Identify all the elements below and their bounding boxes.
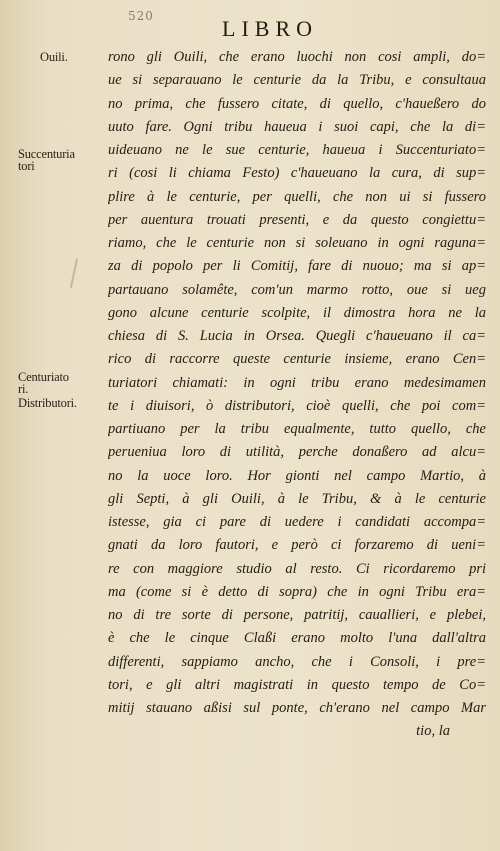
- text-line: no di tre sorte di persone, patritij, cauallieri, e plebei,: [108, 607, 486, 623]
- text-line: ri (cosi li chiama Festo) c'haueuano la cura, di sup=: [108, 165, 486, 182]
- text-line: partauano solamête, com'un marmo rotto, oue si ueg: [108, 281, 486, 298]
- marginal-note-distributori: Distributori.: [18, 396, 77, 410]
- text-line: no prima, che fussero citate, di quello, c'haueßero do: [108, 95, 486, 112]
- text-line: gono alcune centurie scolpite, il dimostra hora ne la: [108, 304, 486, 321]
- running-head: LIBRO: [222, 16, 318, 41]
- text-line: è che le cinque Claßi erano molto l'una dall'altra: [108, 630, 486, 647]
- text-line: gli Septi, à gli Ouili, à le Tribu, & à le centurie: [108, 490, 486, 507]
- text-line: uuto fare. Ogni tribu haueua i suoi capi, che la di=: [108, 118, 486, 135]
- paper-crease: [70, 258, 78, 288]
- text-line: tori, e gli altri magistrati in questo tempo de Co=: [108, 676, 486, 693]
- text-line: ue si separauano le centurie da la Tribu, e consultaua: [108, 72, 486, 89]
- text-line: turiatori chiamati: in ogni tribu erano medesimamen: [108, 374, 486, 391]
- text-line: partiuano per la tribu equalmente, tutto quello, che: [108, 421, 486, 437]
- text-line: perueniua loro di utilità, perche donaßero ad alcu=: [108, 444, 486, 461]
- text-line: rico di raccorre queste centurie insieme, erano Cen=: [108, 351, 486, 368]
- text-line: no la uoce loro. Hor gionti nel campo Martio, à: [108, 467, 486, 484]
- body-text: [108, 46, 486, 744]
- text-line: chiesa di S. Lucia in Orsea. Quegli c'haueuano il ca=: [108, 328, 486, 344]
- text-line: te i diuisori, ò distributori, cioè quelli, che poi com=: [108, 397, 486, 414]
- marginal-note-ouili: Ouili.: [40, 50, 68, 64]
- text-line: istesse, gia ci pare di uedere i candidati accompa=: [108, 514, 486, 530]
- text-line: re con maggiore studio al resto. Ci ricordaremo pri: [108, 560, 486, 577]
- text-line: mitij stauano aßisi sul ponte, ch'erano nel campo Mar: [108, 700, 486, 716]
- marginal-note-succenturiatori: Succenturia tori: [18, 147, 75, 173]
- marginal-note-centuriatori: Centuriato ri.: [18, 370, 69, 396]
- text-line: tio, la: [416, 723, 450, 740]
- text-line: rono gli Ouili, che erano luochi non cosi ampli, do=: [108, 49, 486, 65]
- page-number: 520: [128, 9, 154, 23]
- text-line: uideuano ne le sue centurie, haueua i Succenturiato=: [108, 142, 486, 158]
- text-line: differenti, sappiamo ancho, che i Consoli, i pre=: [108, 653, 486, 670]
- text-line: za di popolo per li Comitij, fare di nuouo; ma si ap=: [108, 258, 486, 275]
- text-line: ma (come si è detto di sopra) che in ogni Tribu era=: [108, 583, 486, 600]
- text-line: plire à le centurie, per quelli, che non ui si fussero: [108, 188, 486, 205]
- text-line: per auentura trouati presenti, e da questo congiettu=: [108, 211, 486, 228]
- text-line: gnati da loro fautori, e però ci forzaremo di ueni=: [108, 537, 486, 554]
- text-line: riamo, che le centurie non si soleuano in ogni raguna=: [108, 235, 486, 251]
